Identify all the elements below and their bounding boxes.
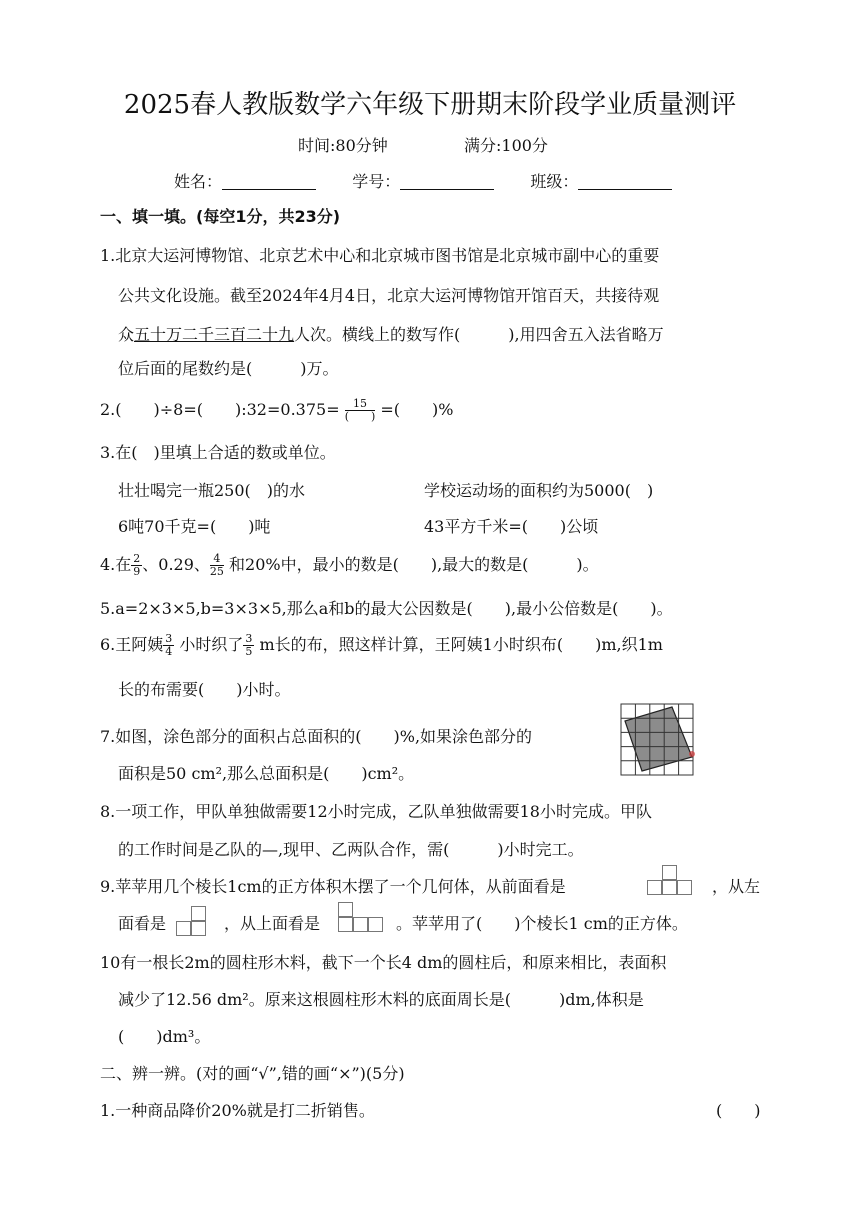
q10-line2: 减少了12.56 dm²。原来这根圆柱形木料的底面周长是( )dm,体积是 (118, 990, 644, 1009)
q4-fraction-1 (131, 553, 142, 578)
class-blank[interactable] (578, 173, 672, 190)
q6-b: 小时织了 (179, 635, 244, 654)
q4-f1-num: 2 (133, 552, 141, 565)
top-view-icon (338, 902, 394, 934)
q4-line (100, 550, 599, 580)
q6-a: 6.王阿姨 (100, 635, 164, 654)
q2-line (100, 396, 454, 424)
q6-fraction-2 (243, 633, 254, 658)
q1-line4: 位后面的尾数约是( )万。 (118, 359, 339, 378)
left-view-icon (176, 906, 216, 938)
q1-l3-post: 人次。横线上的数写作( ),用四舍五入法省略万 (294, 325, 664, 344)
q3-d: 43平方千米=( )公顷 (424, 517, 599, 536)
q4-f1-den: 9 (133, 565, 141, 578)
q9-e: 。苹苹用了( )个棱长1 cm的正方体。 (396, 914, 688, 933)
q5-line: 5.a=2×3×5,b=3×3×5,那么a和b的最大公因数是( ),最小公倍数是( )。 (100, 599, 673, 618)
q4-f2-den: 25 (209, 565, 224, 578)
q4-f2-num: 4 (210, 553, 224, 566)
q8-line1: 8.一项工作，甲队单独做需要12小时完成，乙队单独做需要18小时完成。甲队 (100, 802, 652, 821)
q2-b: =( )% (380, 400, 454, 419)
time-label: 时间:80分钟 (298, 136, 388, 155)
q7-line1: 7.如图，涂色部分的面积占总面积的( )%,如果涂色部分的 (100, 727, 533, 746)
q7-line2: 面积是50 cm²,那么总面积是( )cm²。 (118, 764, 415, 783)
q6-f1-num: 3 (165, 632, 173, 645)
name-label: 姓名： (174, 172, 223, 191)
q6-f2-num: 3 (245, 632, 253, 645)
q2-fraction (345, 398, 376, 423)
q6-fraction-1 (163, 633, 174, 658)
id-blank[interactable] (400, 173, 494, 190)
q9-d: ，从上面看是 (224, 914, 321, 933)
q3-c: 6吨70千克=( )吨 (118, 517, 271, 536)
q2-frac-den: ( ) (344, 410, 376, 423)
q1-line3 (118, 325, 664, 345)
q2-a: 2.( )÷8=( ):32=0.375= (100, 400, 340, 419)
page-title: 2025春人教版数学六年级下册期末阶段学业质量测评 (123, 90, 737, 120)
name-blank[interactable] (222, 173, 316, 190)
front-view-icon (647, 865, 707, 897)
section1-heading: 一、填一填。(每空1分，共23分) (100, 207, 341, 226)
q10-line1: 10有一根长2m的圆柱形木料，截下一个长4 dm的圆柱后，和原来相比，表面积 (100, 953, 667, 972)
section2-heading: 二、辨一辨。(对的画“√”,错的画“×”)(5分) (100, 1064, 405, 1083)
q6-line1 (100, 630, 663, 660)
q6-line2: 长的布需要( )小时。 (118, 680, 291, 699)
q1-line2: 公共文化设施。截至2024年4月4日，北京大运河博物馆开馆百天，共接待观 (118, 286, 660, 305)
q4-c: 和20%中，最小的数是( ),最大的数是( )。 (229, 555, 599, 574)
shaded-square-grid-figure (620, 703, 696, 777)
q4-b: 、0.29、 (142, 555, 210, 574)
q9-c: 面看是 (118, 914, 167, 933)
s2-q1: 1.一种商品降价20%就是打二折销售。 (100, 1101, 375, 1120)
class-label: 班级： (530, 172, 579, 191)
q4-fraction-2 (210, 553, 224, 578)
score-label: 满分:100分 (464, 136, 548, 155)
student-info-row (174, 172, 672, 192)
q9-b: ，从左 (712, 877, 761, 896)
q6-f2-den: 5 (245, 645, 253, 658)
q2-frac-num: 15 (345, 398, 376, 411)
q4-a: 4.在 (100, 555, 132, 574)
q1-line1: 1.北京大运河博物馆、北京艺术中心和北京城市图书馆是北京城市副中心的重要 (100, 246, 660, 265)
s2-q1-answer-paren[interactable]: ( ) (716, 1101, 761, 1120)
q3-a: 壮壮喝完一瓶250( )的水 (118, 481, 306, 500)
q1-underlined-number: 五十万二千三百二十九 (134, 325, 295, 344)
q10-line3: ( )dm³。 (118, 1027, 211, 1046)
q3-b: 学校运动场的面积约为5000( ) (424, 481, 654, 500)
q9-a: 9.苹苹用几个棱长1cm的正方体积木摆了一个几何体，从前面看是 (100, 877, 566, 896)
q6-c: m长的布，照这样计算，王阿姨1小时织布( )m,织1m (259, 635, 663, 654)
q1-l3-pre: 众 (118, 325, 135, 344)
id-label: 学号： (352, 172, 401, 191)
q3-line1: 3.在( )里填上合适的数或单位。 (100, 443, 336, 462)
q6-f1-den: 4 (165, 645, 173, 658)
red-mark (689, 751, 695, 757)
q8-line2: 的工作时间是乙队的—,现甲、乙两队合作，需( )小时完工。 (118, 840, 584, 859)
